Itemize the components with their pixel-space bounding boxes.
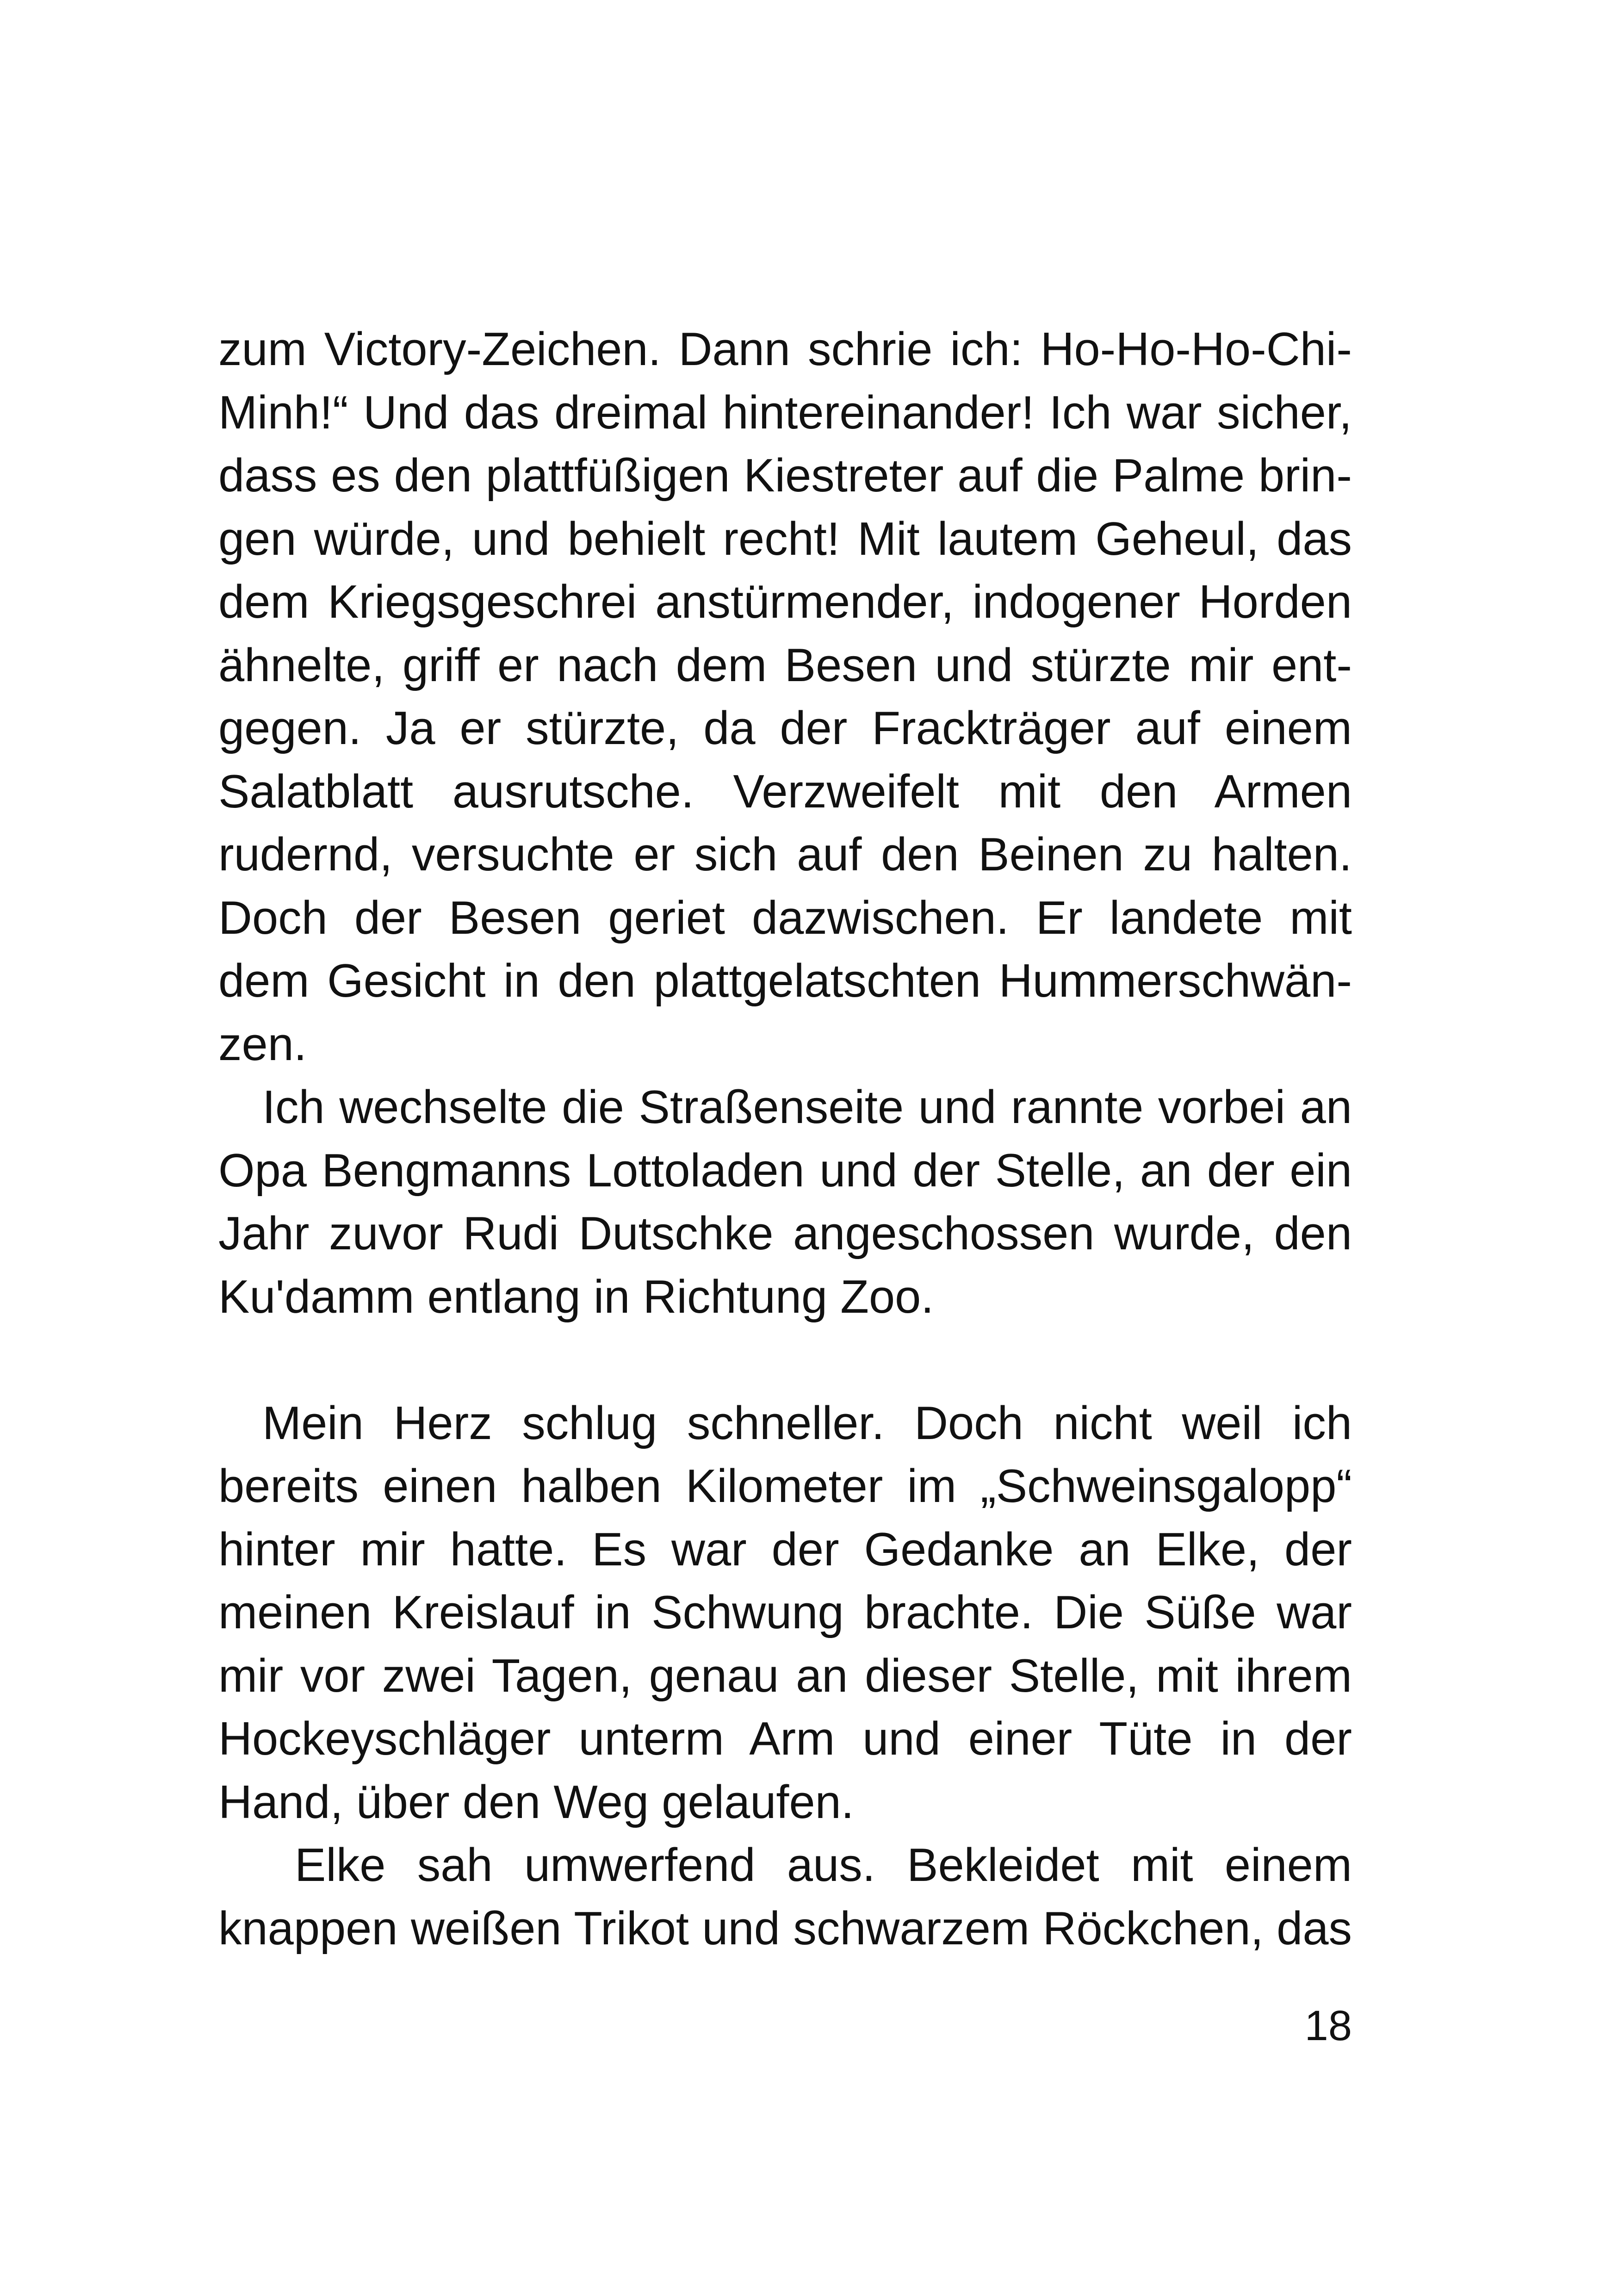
text-line: Jahr zuvor Rudi Dutschke angeschossen wurde, den bbox=[218, 1208, 1352, 1260]
paragraph-gap bbox=[218, 1328, 1352, 1392]
text-line: dem Gesicht in den plattgelatschten Hummerschwän- bbox=[218, 955, 1352, 1007]
text-line: zum Victory-Zeichen. Dann schrie ich: Ho-Ho-Ho-Chi- bbox=[218, 323, 1352, 375]
text-line: ähnelte, griff er nach dem Besen und stürzte mir ent- bbox=[218, 639, 1352, 691]
text-line: dass es den plattfüßigen Kiestreter auf die Palme brin- bbox=[218, 450, 1352, 502]
text-line: mir vor zwei Tagen, genau an dieser Stelle, mit ihrem bbox=[218, 1650, 1352, 1702]
text-line: Mein Herz schlug schneller. Doch nicht weil ich bbox=[262, 1397, 1352, 1449]
body-text bbox=[218, 318, 1352, 1960]
text-line: Hockeyschläger unterm Arm und einer Tüte in der bbox=[218, 1713, 1352, 1765]
text-line: zen. bbox=[218, 1018, 307, 1070]
text-line: rudernd, versuchte er sich auf den Beinen zu halten. bbox=[218, 829, 1352, 881]
text-line: Salatblatt ausrutsche. Verzweifelt mit den Armen bbox=[218, 765, 1352, 818]
text-line: Ich wechselte die Straßenseite und rannte vorbei an bbox=[262, 1081, 1352, 1133]
text-line: Opa Bengmanns Lottoladen und der Stelle, an der ein bbox=[218, 1144, 1352, 1197]
text-line: Minh!“ Und das dreimal hintereinander! Ich war sicher, bbox=[218, 386, 1352, 439]
text-line: meinen Kreislauf in Schwung brachte. Die Süße war bbox=[218, 1587, 1352, 1638]
text-line: Doch der Besen geriet dazwischen. Er landete mit bbox=[218, 892, 1352, 944]
text-line: Hand, über den Weg gelaufen. bbox=[218, 1776, 854, 1828]
text-line: dem Kriegsgeschrei anstürmender, indogener Horden bbox=[218, 576, 1352, 628]
text-line: knappen weißen Trikot und schwarzem Röckchen, das bbox=[218, 1902, 1352, 1955]
text-line: bereits einen halben Kilometer im „Schweinsgalopp“ bbox=[218, 1460, 1352, 1512]
text-line: Elke sah umwerfend aus. Bekleidet mit einem bbox=[295, 1839, 1352, 1891]
text-line: hinter mir hatte. Es war der Gedanke an Elke, der bbox=[218, 1523, 1352, 1576]
text-line: gegen. Ja er stürzte, da der Frackträger auf einem bbox=[218, 702, 1352, 754]
text-line: Ku'damm entlang in Richtung Zoo. bbox=[218, 1271, 934, 1323]
page-number: 18 bbox=[1304, 2002, 1352, 2049]
text-line: gen würde, und behielt recht! Mit lautem Geheul, das bbox=[218, 513, 1352, 565]
